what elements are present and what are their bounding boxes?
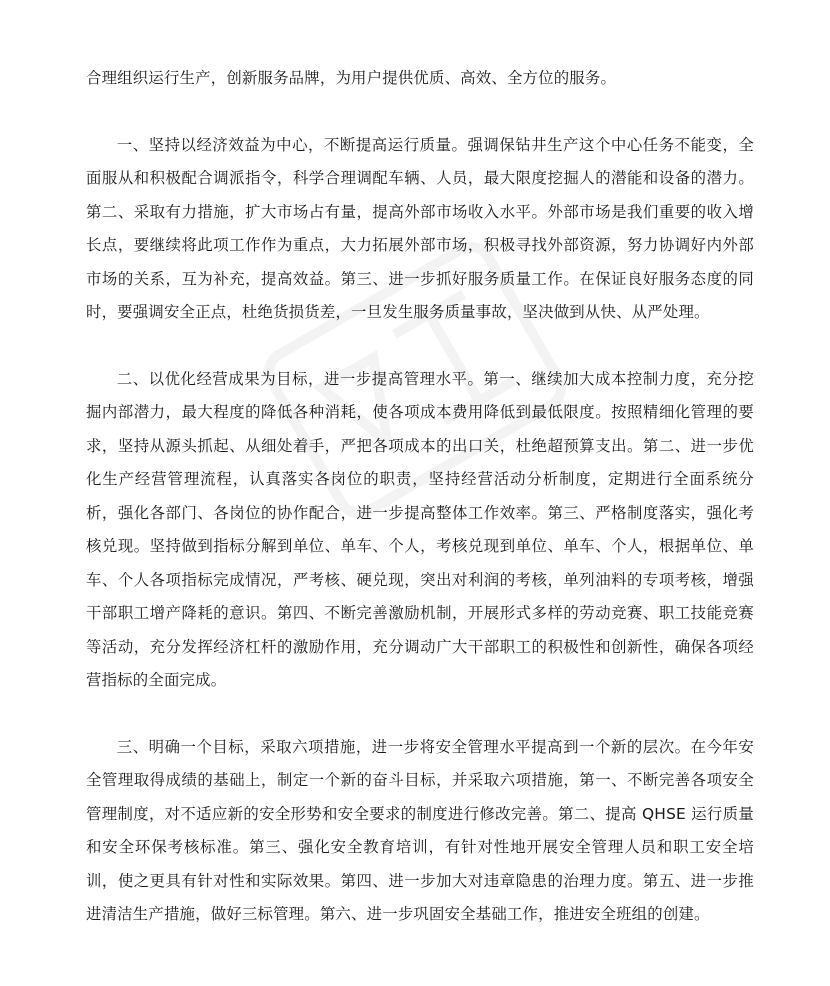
paragraph-continuation: 合理组织运行生产，创新服务品牌，为用户提供优质、高效、全方位的服务。 bbox=[86, 69, 617, 87]
paragraph-gap bbox=[86, 698, 754, 731]
paragraph-gap bbox=[86, 330, 754, 363]
document-body bbox=[86, 62, 754, 932]
paragraph-section-one: 一、坚持以经济效益为中心，不断提高运行质量。强调保钻井生产这个中心任务不能变，全面服从和积极配合调派指令，科学合理调配车辆、人员，最大限度挖掘人的潜能和设备的潜力。第二、采取有力措施，扩大市场占有量，提高外部市场收入水平。外部市场是我们重要的收入增长点，要继续将此项工作作为重点，大力拓展外部市场，积极寻找外部资源，努力协调好内外部市场的关系，互为补充，提高效益。第三、进一步抓好服务质量工作。在保证良好服务态度的同时，要强调安全正点，杜绝货损货差，一旦发生服务质量事故，坚决做到从快、从严处理。 bbox=[86, 135, 754, 321]
paragraph-gap bbox=[86, 96, 754, 129]
paragraph-section-three: 三、明确一个目标，采取六项措施，进一步将安全管理水平提高到一个新的层次。在今年安全管理取得成绩的基础上，制定一个新的奋斗目标，并采取六项措施，第一、不断完善各项安全管理制度，对不适应新的安全形势和安全要求的制度进行修改完善。第二、提高 QHSE 运行质量和安全环保考核标准。第三、强化安全教育培训，有针对性地开展安全管理人员和职工安全培训，使之更具有针对性和实际效果。第四、进一步加大对违章隐患的治理力度。第五、进一步推进清洁生产措施，做好三标管理。第六、进一步巩固安全基础工作，推进安全班组的创建。 bbox=[86, 737, 754, 923]
paragraph-section-two: 二、以优化经营成果为目标，进一步提高管理水平。第一、继续加大成本控制力度，充分挖掘内部潜力，最大程度的降低各种消耗，使各项成本费用降低到最低限度。按照精细化管理的要求，坚持从源头抓起、从细处着手，严把各项成本的出口关，杜绝超预算支出。第二、进一步优化生产经营管理流程，认真落实各岗位的职责，坚持经营活动分析制度，定期进行全面系统分析，强化各部门、各岗位的协作配合，进一步提高整体工作效率。第三、严格制度落实，强化考核兑现。坚持做到指标分解到单位、单车、个人，考核兑现到单位、单车、个人，根据单位、单车、个人各项指标完成情况，严考核、硬兑现，突出对利润的考核，单列油料的专项考核，增强干部职工增产降耗的意识。第四、不断完善激励机制，开展形式多样的劳动竞赛、职工技能竞赛等活动，充分发挥经济杠杆的激励作用，充分调动广大干部职工的积极性和创新性，确保各项经营指标的全面完成。 bbox=[86, 369, 754, 689]
